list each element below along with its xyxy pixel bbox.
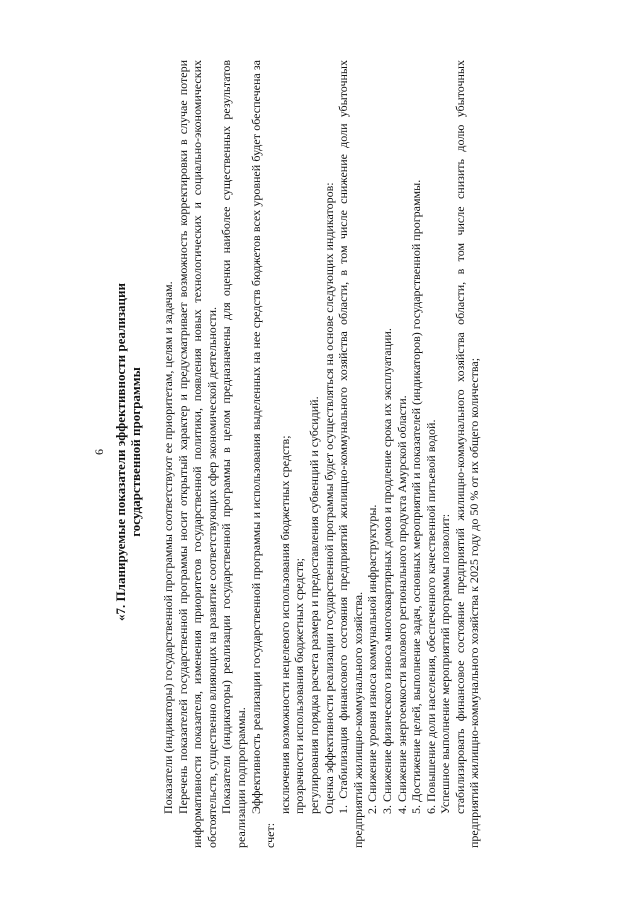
heading-line-1: «7. Планируемые показатели эффективности реализации bbox=[113, 283, 128, 621]
list-item: стабилизировать финансовое состояние предприятий жилищно-коммунального хозяйства области, в том числе снизить долю убыточных предприятий жилищно-коммунального хозяйства к 2025 году до 50 % от их общего количества; bbox=[452, 60, 482, 848]
body-text bbox=[161, 60, 482, 848]
page-number: 6 bbox=[92, 449, 106, 455]
indicator-item: 1. Стабилизация финансового состояния предприятий жилищно-коммунального хозяйства области, в том числе снижение доли убыточных предприятий жилищно-коммунального хозяйства. bbox=[336, 60, 365, 848]
paragraph: Показатели (индикаторы) реализации государственной программы в целом предназначены для оценки наиболее существенных результатов реализации подпрограммы. bbox=[219, 60, 248, 848]
paragraph: Показатели (индикаторы) государственной программы соответствуют ее приоритетам, целям и задачам. bbox=[161, 281, 175, 814]
indicator-item: 5. Достижение целей, выполнение задач, основных мероприятий и показателей (индикаторов) государственной программы. bbox=[409, 179, 424, 814]
indicator-item: 3. Снижение физического износа многоквартирных домов и продление срока их эксплуатации. bbox=[379, 328, 394, 814]
heading-line-2: государственной программы bbox=[128, 367, 143, 537]
indicator-item: 4. Снижение энергоемкости валового регионального продукта Амурской области. bbox=[394, 395, 409, 814]
paragraph: Оценка эффективности реализации государственной программы будет осуществляться на основе следующих индикаторов: bbox=[321, 182, 336, 814]
list-item: регулирования порядка расчета размера и предоставления субвенций и субсидий. bbox=[306, 396, 321, 814]
paragraph: Эффективность реализации государственной программы и использования выделенных на нее средств бюджетов всех уровней будет обеспечена за счет: bbox=[248, 60, 278, 848]
list-item: исключения возможности нецелевого использования бюджетных средств; bbox=[277, 435, 292, 814]
rotated-content bbox=[86, 46, 552, 858]
section-heading bbox=[113, 46, 143, 858]
indicator-item: 2. Снижение уровня износа коммунальной инфраструктуры. bbox=[365, 504, 380, 814]
paragraph: Перечень показателей государственной программы носит открытый характер и предусматривает возможность корректировки в случае потери информативности показателя, изменения приоритетов государственной политики, появления новых технологических и социально-экономических обстоятельств, существенно влияющих на развитие соответствующих сфер экономической деятельности. bbox=[175, 60, 219, 848]
indicator-item: 6. Повышение доли населения, обеспеченного качественной питьевой водой. bbox=[423, 419, 438, 814]
list-item: прозрачности использования бюджетных средств; bbox=[292, 557, 307, 814]
paragraph: Успешное выполнение мероприятий программы позволит: bbox=[438, 513, 453, 814]
